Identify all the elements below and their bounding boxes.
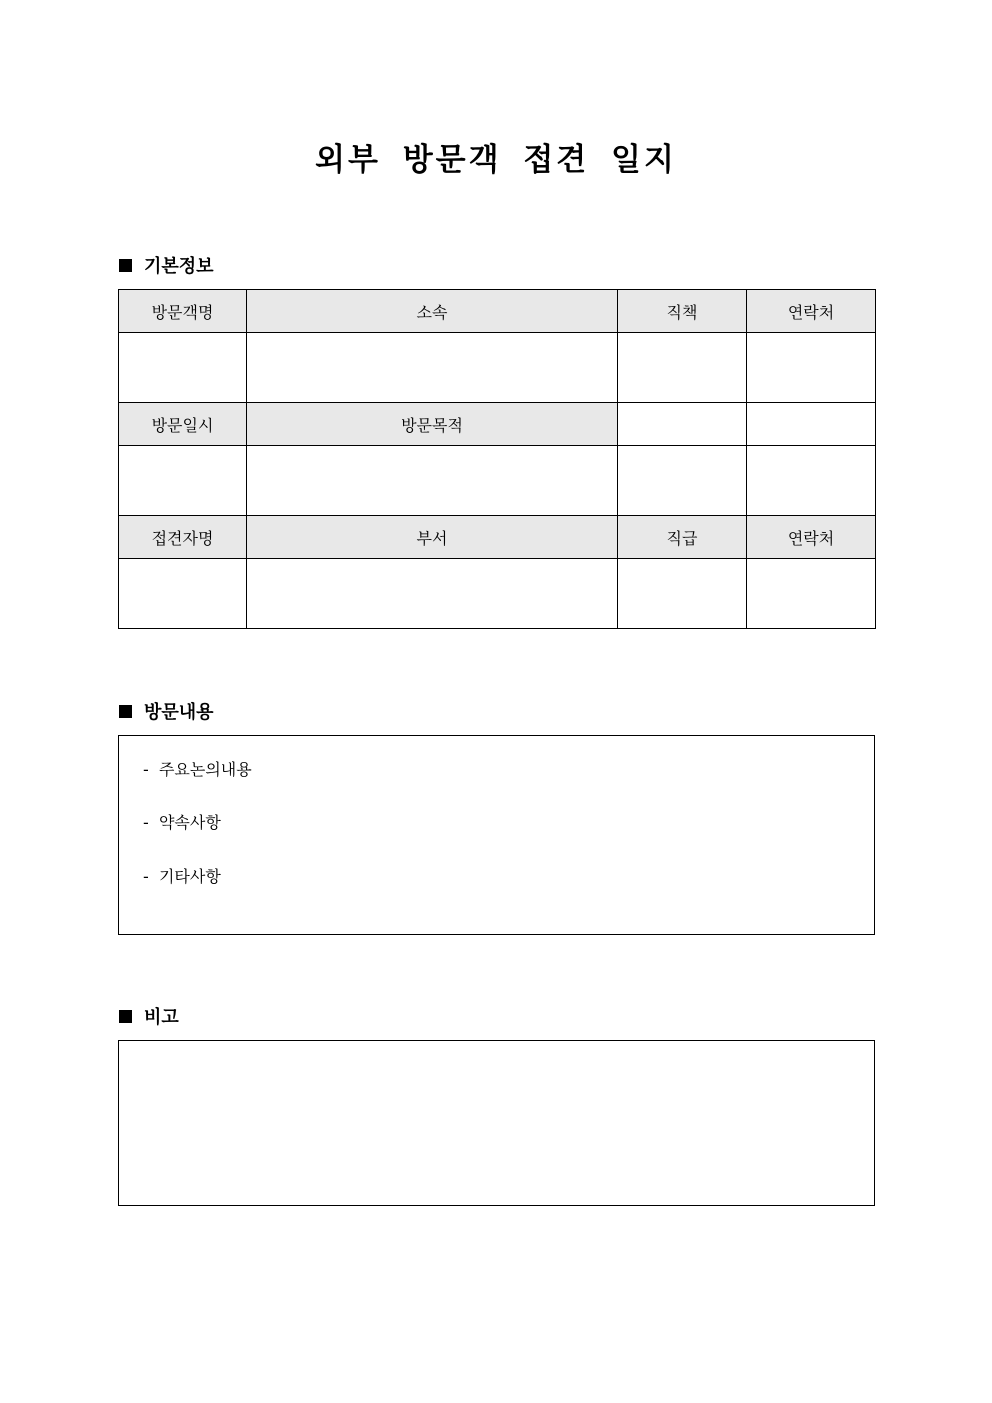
header-cell-contact: 연락처 [747,290,876,333]
section-heading-visit-content [119,698,214,724]
item-label: 약속사항 [158,813,221,832]
section-heading-label: 기본정보 [144,256,214,277]
item-label: 주요논의내용 [158,760,252,779]
table-header-row [119,290,876,333]
table-row [119,446,876,516]
item-dash: - [143,813,149,832]
host-name-field[interactable] [119,559,247,629]
header-cell-visit-datetime: 방문일시 [119,403,247,446]
header-cell-position: 직책 [618,290,747,333]
table-header-row [119,516,876,559]
header-cell-department: 부서 [247,516,618,559]
header-cell-host-name: 접견자명 [119,516,247,559]
list-item [143,864,221,887]
remarks-box[interactable] [118,1040,875,1206]
host-contact-field[interactable] [747,559,876,629]
visit-content-box[interactable] [118,735,875,935]
header-cell-rank: 직급 [618,516,747,559]
table-row [119,559,876,629]
square-bullet-icon [119,705,132,718]
visit-purpose-field[interactable] [247,446,618,516]
section-heading-label: 방문내용 [144,702,214,723]
position-field[interactable] [618,333,747,403]
header-cell-host-contact: 연락처 [747,516,876,559]
header-cell-affiliation: 소속 [247,290,618,333]
item-dash: - [143,867,149,886]
page-title: 외부 방문객 접견 일지 [315,142,677,178]
item-dash: - [143,760,149,779]
blank-cell [618,403,747,446]
table-row [119,333,876,403]
section-heading-remarks [119,1003,179,1029]
blank-cell [747,403,876,446]
visitor-name-field[interactable] [119,333,247,403]
rank-field[interactable] [618,559,747,629]
affiliation-field[interactable] [247,333,618,403]
section-heading-label: 비고 [144,1007,179,1028]
list-item [143,810,221,833]
square-bullet-icon [119,259,132,272]
department-field[interactable] [247,559,618,629]
visitor-contact-field[interactable] [747,333,876,403]
blank-cell [747,446,876,516]
item-label: 기타사항 [158,867,221,886]
list-item [143,757,252,780]
header-cell-visit-purpose: 방문목적 [247,403,618,446]
table-header-row [119,403,876,446]
blank-cell [618,446,747,516]
square-bullet-icon [119,1010,132,1023]
basic-info-table [118,289,876,629]
section-heading-basic-info [119,252,214,278]
visit-datetime-field[interactable] [119,446,247,516]
header-cell-visitor-name: 방문객명 [119,290,247,333]
